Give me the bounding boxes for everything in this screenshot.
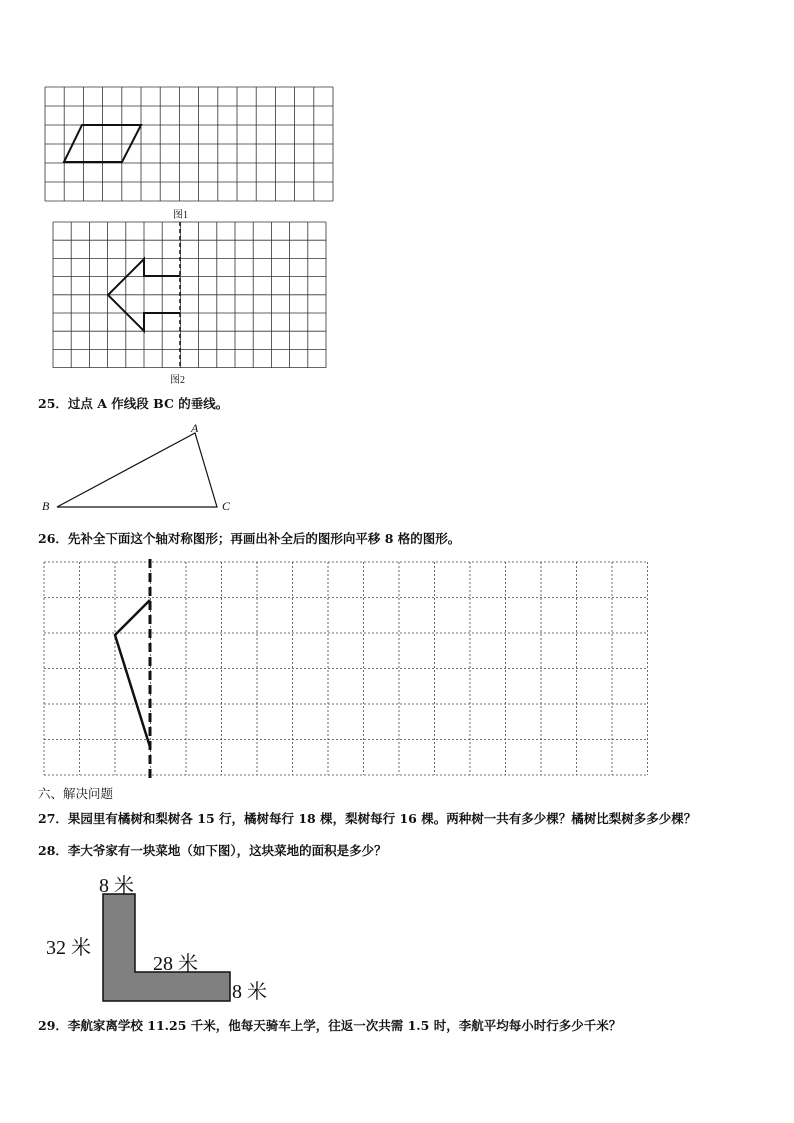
q28-label-top: 8 米 (99, 875, 134, 897)
question-25: 25．过点 A 作线段 BC 的垂线。 (38, 396, 229, 411)
figure1-caption: 图1 (173, 210, 188, 221)
q25-label-b: B (42, 499, 50, 513)
question-29: 29．李航家离学校 11.25 千米，他每天骑车上学，往返一次共需 1.5 时，李航平均每小时行多少千米？ (38, 1018, 622, 1033)
q25-label-a: A (191, 421, 199, 435)
question-27: 27．果园里有橘树和梨树各 15 行，橘树每行 18 棵，梨树每行 16 棵。两种树一共有多少棵？橘树比梨树多多少棵？ (38, 811, 697, 826)
q28-label-middle: 28 米 (153, 953, 198, 975)
q28-label-right: 8 米 (232, 981, 267, 1003)
question-28: 28．李大爷家有一块菜地（如下图），这块菜地的面积是多少？ (38, 843, 387, 858)
section-6-title: 六、解决问题 (38, 786, 114, 801)
question-26: 26．先补全下面这个轴对称图形；再画出补全后的图形向平移 8 格的图形。 (38, 531, 461, 546)
q25-label-c: C (222, 499, 231, 513)
q28-label-left: 32 米 (46, 937, 91, 959)
figure2-caption: 图2 (170, 375, 185, 386)
